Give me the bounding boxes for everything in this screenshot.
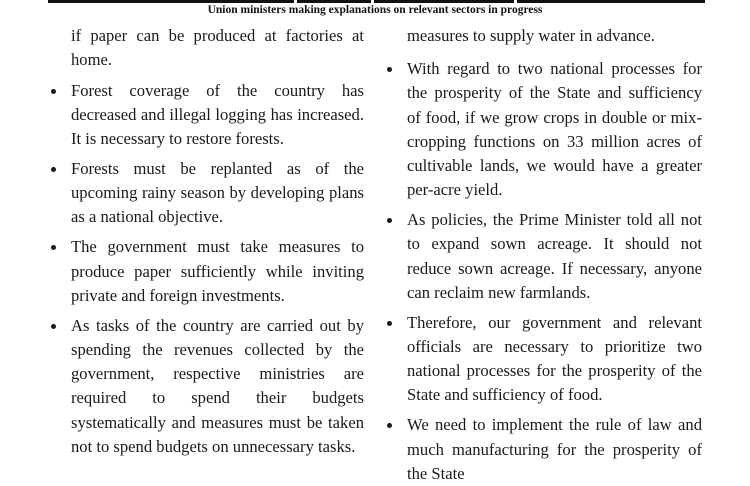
list-item-text: With regard to two national processes for the prosperity of the State and sufficiency of food, if we grow crops in double or mix-cropping functions on 33 million acres of cultivable lands, we would have a greater per-acre yield.	[407, 59, 702, 200]
photo-divider	[294, 0, 297, 3]
bullet-icon	[387, 67, 392, 72]
bullet-list	[387, 57, 702, 486]
list-item	[387, 311, 702, 408]
list-item-text: Forest coverage of the country has decreased and illegal logging has increased. It is necessary to restore forests.	[71, 80, 364, 148]
bullet-icon	[387, 423, 392, 428]
photo-caption: Union ministers making explanations on relevant sectors in progress	[207, 4, 543, 16]
list-item	[51, 79, 364, 152]
list-item-text: Forests must be replanted as of the upcoming rainy season by developing plans as a national objective.	[71, 159, 364, 227]
list-item	[387, 208, 702, 305]
left-column	[51, 24, 364, 459]
bullet-icon	[387, 321, 392, 326]
list-item	[387, 57, 702, 202]
bullet-icon	[51, 89, 56, 94]
list-item	[51, 157, 364, 230]
list-item-text: The government must take measures to produce paper sufficiently while inviting private and foreign investments.	[71, 237, 364, 305]
bullet-icon	[51, 167, 56, 172]
photo-divider	[371, 0, 374, 3]
bullet-icon	[51, 324, 56, 329]
list-item	[387, 413, 702, 486]
list-item-text: Therefore, our government and relevant officials are necessary to prioritize two national processes for the prosperity of the State and sufficiency of food.	[407, 312, 702, 405]
photo-bottom-edge	[48, 0, 705, 3]
bullet-list	[51, 79, 364, 459]
list-item-text: We need to implement the rule of law and much manufacturing for the prosperity of the State	[407, 415, 702, 483]
list-item-text: As tasks of the country are carried out by spending the revenues collected by the government, respective ministries are required to spend their budgets systematically and measures must be taken not to spend budgets on unnecessary tasks.	[71, 315, 364, 456]
bullet-icon	[387, 218, 392, 223]
right-column	[387, 24, 702, 486]
photo-divider	[514, 0, 517, 3]
list-item	[51, 314, 364, 459]
list-item	[51, 235, 364, 308]
bullet-icon	[51, 245, 56, 250]
continued-paragraph: measures to supply water in advance.	[407, 26, 655, 45]
continued-paragraph: if paper can be produced at factories at home.	[71, 26, 364, 70]
list-item-text: As policies, the Prime Minister told all not to expand sown acreage. It should not reduce sown acreage. If necessary, anyone can reclaim new farmlands.	[407, 210, 702, 302]
